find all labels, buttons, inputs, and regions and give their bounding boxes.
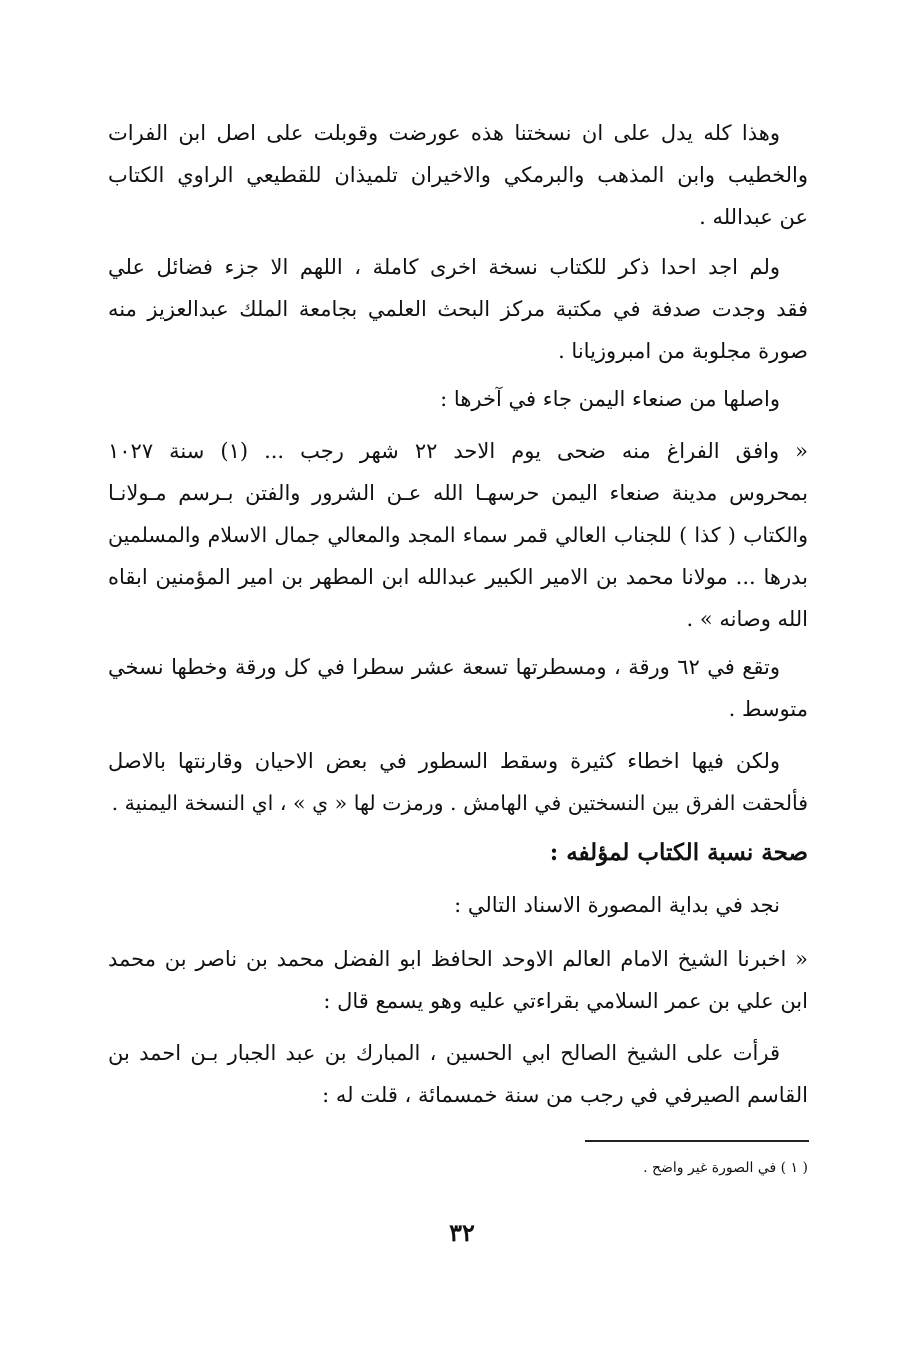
- text-line: بدرها ... مولانا محمد بن الامير الكبير عبدالله ابن المطهر بن امير المؤمنين ابقاه: [108, 565, 808, 589]
- paragraph-isnad-quote: [108, 938, 808, 1022]
- paragraph-other-copies: [108, 246, 808, 372]
- text-line: القاسم الصيرفي في رجب من سنة خمسمائة ، قلت له :: [322, 1083, 808, 1107]
- text-line: ابن علي بن عمر السلامي بقراءتي عليه وهو يسمع قال :: [323, 989, 808, 1013]
- text-line: نجد في بداية المصورة الاسناد التالي :: [454, 893, 780, 917]
- text-line: ولم اجد احدا ذكر للكتاب نسخة اخرى كاملة ، اللهم الا جزء فضائل علي: [108, 255, 780, 279]
- text-line: صورة مجلوبة من امبروزيانا .: [558, 339, 808, 363]
- paragraph-isnad-continuation: [108, 1032, 808, 1116]
- text-line: وتقع في ٦٢ ورقة ، ومسطرتها تسعة عشر سطرا في كل ورقة وخطها نسخي: [108, 655, 780, 679]
- footnote-divider: [585, 1140, 809, 1142]
- text-line: متوسط .: [728, 697, 808, 721]
- text-line: وهذا كله يدل على ان نسختنا هذه عورضت وقوبلت على اصل ابن الفرات: [108, 121, 780, 145]
- text-line: فقد وجدت صدفة في مكتبة مركز البحث العلمي بجامعة الملك عبدالعزيز منه: [108, 297, 808, 321]
- text-line: بمحروس مدينة صنعاء اليمن حرسهـا الله عـن الشرور والفتن بـرسم مـولانـا: [108, 481, 808, 505]
- text-line: عن عبدالله .: [699, 205, 808, 229]
- paragraph-colophon-quote: [108, 430, 808, 640]
- text-line: واصلها من صنعاء اليمن جاء في آخرها :: [440, 387, 780, 411]
- text-line: الله وصانه » .: [686, 607, 808, 631]
- text-line: قرأت على الشيخ الصالح ابي الحسين ، المبارك بن عبد الجبار بـن احمد بن: [108, 1041, 780, 1065]
- text-line: والكتاب ( كذا ) للجناب العالي قمر سماء المجد والمعالي جمال الاسلام والمسلمين: [108, 523, 808, 547]
- paragraph-errors: [108, 740, 808, 824]
- paragraph-isnad-intro: [108, 884, 808, 926]
- text-line: ولكن فيها اخطاء كثيرة وسقط السطور في بعض الاحيان وقارنتها بالاصل: [108, 749, 780, 773]
- paragraph-manuscript-collation: [108, 112, 808, 238]
- paragraph-page-count: [108, 646, 808, 730]
- text-line: « اخبرنا الشيخ الامام العالم الاوحد الحافظ ابو الفضل محمد بن ناصر بن محمد: [108, 947, 808, 971]
- footnote: ( ١ ) في الصورة غير واضح .: [643, 1160, 808, 1176]
- page-number: ٣٢: [449, 1218, 475, 1247]
- section-heading: صحة نسبة الكتاب لمؤلفه :: [549, 839, 808, 866]
- paragraph-origin: [108, 378, 808, 420]
- text-line: فألحقت الفرق بين النسختين في الهامش . ورمزت لها « ي » ، اي النسخة اليمنية .: [111, 791, 808, 815]
- text-line: « وافق الفراغ منه ضحى يوم الاحد ٢٢ شهر رجب ... (١) سنة ١٠٢٧: [108, 439, 808, 463]
- text-line: والخطيب وابن المذهب والبرمكي والاخيران تلميذان للقطيعي الراوي الكتاب: [108, 163, 808, 187]
